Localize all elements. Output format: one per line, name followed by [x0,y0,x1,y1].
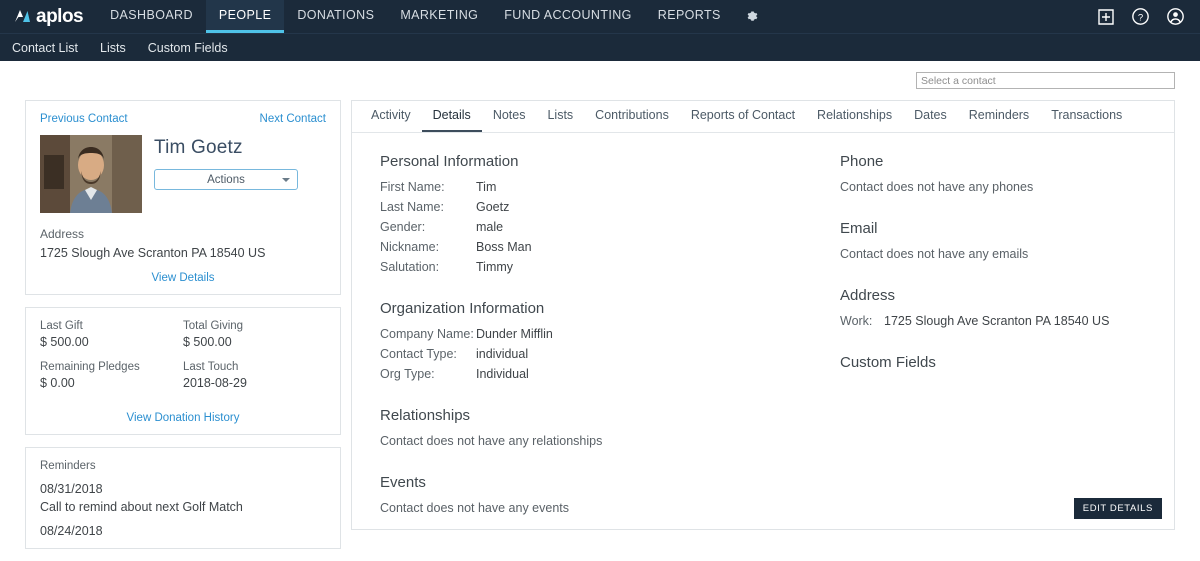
subnav-item-contact-list[interactable]: Contact List [12,40,79,55]
gender-value: male [476,220,504,234]
gear-icon[interactable] [734,0,771,33]
nav-item-dashboard[interactable]: DASHBOARD [110,8,193,22]
contact-search-input[interactable] [916,72,1175,89]
contact-summary-card [25,100,341,295]
reminder-date: 08/31/2018 [40,482,103,496]
salutation-label: Salutation: [380,260,440,274]
tab-reports-of-contact[interactable]: Reports of Contact [690,108,796,122]
first-name-value: Tim [476,180,497,194]
gender-label: Gender: [380,220,426,234]
details-content [352,133,1174,519]
top-navbar [0,0,1200,33]
page-body [0,100,1200,561]
actions-dropdown-label: Actions [207,173,245,186]
remaining-pledges-label: Remaining Pledges [40,361,140,373]
tab-contributions[interactable]: Contributions [595,108,669,122]
relationships-empty-text: Contact does not have any relationships [380,434,603,448]
edit-details-button[interactable]: EDIT DETAILS [1074,498,1162,519]
brand-name: aplos [36,6,84,27]
remaining-pledges-value: $ 0.00 [40,376,75,390]
total-giving-label: Total Giving [183,320,244,332]
last-touch-value: 2018-08-29 [183,376,247,390]
events-empty-text: Contact does not have any events [380,501,570,515]
nickname-value: Boss Man [476,240,532,254]
reminder-text: Call to remind about next Golf Match [40,500,243,514]
address-work-row [840,314,1152,328]
secondary-nav [0,33,1200,61]
contact-nav-links [40,113,326,125]
subnav-item-lists[interactable]: Lists [100,40,126,55]
subnav-item-custom-fields[interactable]: Custom Fields [147,40,228,55]
contact-name: Tim Goetz [154,137,243,158]
reminders-title: Reminders [40,460,96,472]
view-donation-history-row [40,412,326,424]
previous-contact-link[interactable]: Previous Contact [40,113,128,125]
company-name-label: Company Name: [380,327,474,341]
last-touch-label: Last Touch [183,361,239,373]
details-left-column [380,153,830,519]
left-column [25,100,341,561]
details-panel [351,100,1175,530]
events-heading: Events [380,474,426,491]
tab-activity[interactable]: Activity [371,108,411,122]
aplos-logo-icon [12,7,31,26]
view-donation-history-link[interactable]: View Donation History [126,412,240,424]
salutation-value: Timmy [476,260,514,274]
giving-item-remaining-pledges [40,353,183,390]
add-box-icon[interactable] [1098,9,1114,25]
personal-information-heading: Personal Information [380,153,519,170]
tab-details[interactable]: Details [422,108,482,132]
custom-fields-heading: Custom Fields [840,354,936,371]
list-item[interactable] [40,482,326,514]
last-gift-label: Last Gift [40,320,83,332]
nav-item-donations[interactable]: DONATIONS [297,8,375,22]
next-contact-link[interactable]: Next Contact [259,113,326,125]
field-company-name [380,327,830,341]
nav-item-fund-accounting[interactable]: FUND ACCOUNTING [504,8,632,22]
reminders-card [25,447,341,549]
giving-item-last-touch [183,353,326,390]
field-salutation [380,260,830,274]
org-type-label: Org Type: [380,367,435,381]
actions-dropdown[interactable] [154,169,298,190]
help-icon[interactable] [1132,8,1149,25]
giving-grid [40,320,326,390]
first-name-label: First Name: [380,180,445,194]
account-icon[interactable] [1167,8,1184,25]
view-details-row [40,272,326,284]
details-right-column [830,153,1152,519]
contact-identity [154,135,298,213]
phone-empty-text: Contact does not have any phones [840,180,1034,194]
contact-header [40,135,326,213]
address-work-value: 1725 Slough Ave Scranton PA 18540 US [884,314,1110,328]
address-label: Address [40,227,85,241]
field-first-name [380,180,830,194]
tab-dates[interactable]: Dates [914,108,947,122]
primary-nav [97,0,771,33]
field-contact-type [380,347,830,361]
address-value: 1725 Slough Ave Scranton PA 18540 US [40,246,266,260]
avatar [40,135,142,213]
giving-item-last-gift [40,320,183,349]
giving-item-total-giving [183,320,326,349]
field-org-type [380,367,830,381]
chevron-down-icon [282,178,290,182]
last-gift-value: $ 500.00 [40,335,89,349]
organization-information-heading: Organization Information [380,300,545,317]
nav-item-reports[interactable]: REPORTS [657,8,721,22]
address-heading: Address [840,287,896,304]
relationships-heading: Relationships [380,407,471,424]
tab-transactions[interactable]: Transactions [1051,108,1123,122]
org-type-value: Individual [476,367,529,381]
nav-item-people[interactable]: PEOPLE [206,0,284,33]
giving-summary-card [25,307,341,435]
last-name-value: Goetz [476,200,510,214]
details-tabs [352,101,1174,133]
field-last-name [380,200,830,214]
field-nickname [380,240,830,254]
search-row [0,61,1200,100]
company-name-value: Dunder Mifflin [476,327,553,341]
contact-type-value: individual [476,347,529,361]
last-name-label: Last Name: [380,200,444,214]
email-heading: Email [840,220,878,237]
field-gender [380,220,830,234]
tab-reminders[interactable]: Reminders [968,108,1030,122]
navbar-right-icons [1098,0,1200,33]
brand-logo[interactable] [0,0,97,33]
nav-item-marketing[interactable]: MARKETING [400,8,479,22]
reminder-date: 08/24/2018 [40,524,103,538]
contact-type-label: Contact Type: [380,347,457,361]
view-details-link[interactable]: View Details [151,272,215,284]
svg-text:?: ? [1137,12,1144,24]
tab-relationships[interactable]: Relationships [817,108,893,122]
address-work-label: Work: [840,314,873,328]
tab-notes[interactable]: Notes [492,108,526,122]
list-item[interactable] [40,524,326,538]
nickname-label: Nickname: [380,240,440,254]
email-empty-text: Contact does not have any emails [840,247,1029,261]
total-giving-value: $ 500.00 [183,335,232,349]
tab-lists[interactable]: Lists [547,108,574,122]
phone-heading: Phone [840,153,884,170]
